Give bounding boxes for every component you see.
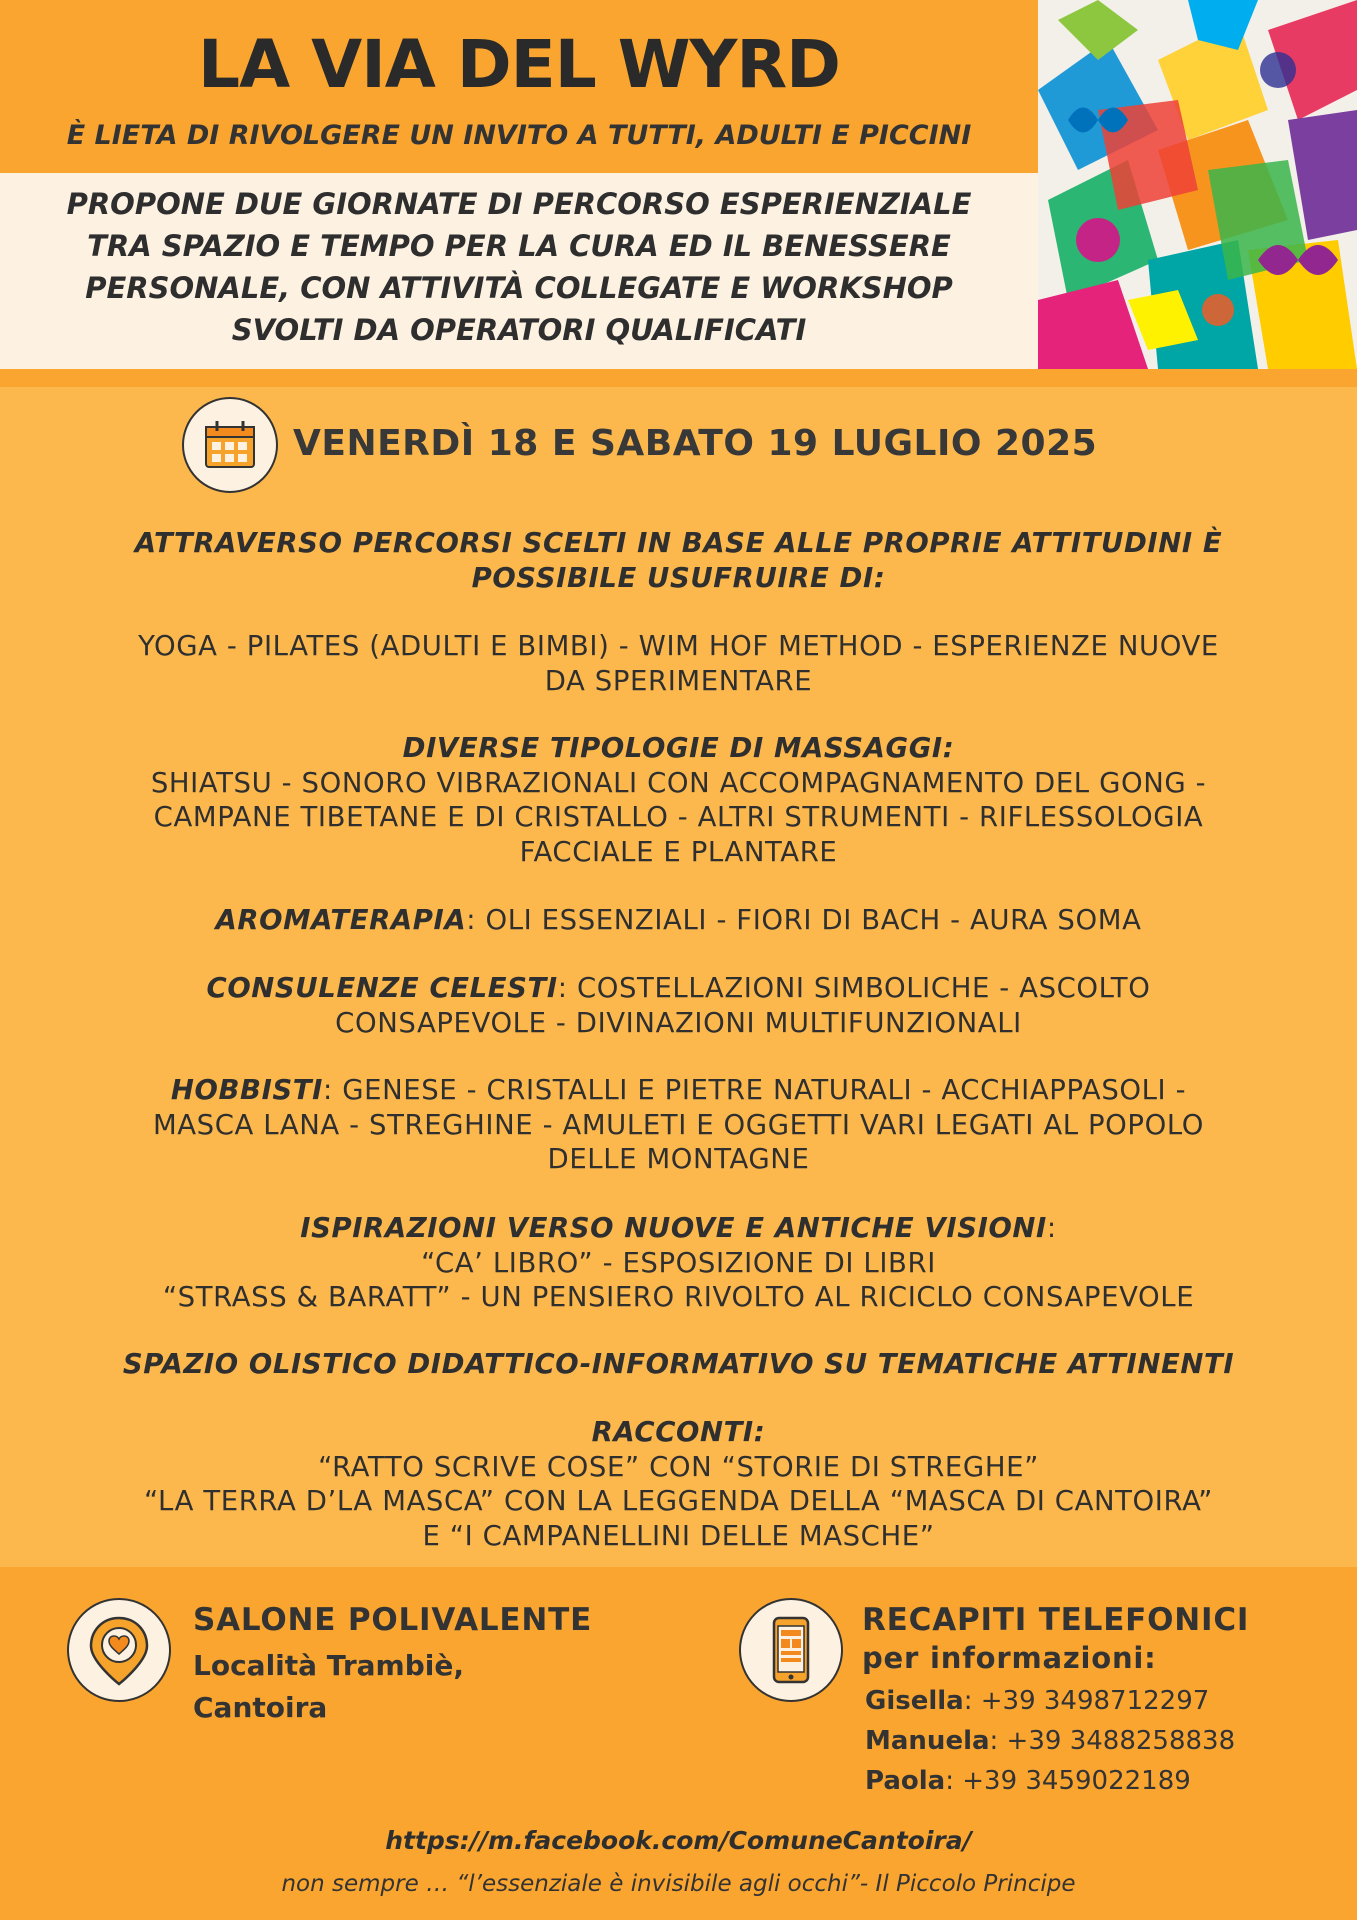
aromatherapy-label: AROMATERAPIA bbox=[215, 904, 467, 936]
massages-line: SHIATSU - SONORO VIBRAZIONALI CON ACCOMPAGNAMENTO DEL GONG - bbox=[150, 766, 1207, 799]
closing-quote: non sempre … “l’essenziale è invisibile agli occhi”- Il Piccolo Principe bbox=[281, 1871, 1076, 1897]
contact-phone[interactable]: : +39 3498712297 bbox=[963, 1686, 1210, 1716]
consulenze-line: CONSAPEVOLE - DIVINAZIONI MULTIFUNZIONALI bbox=[335, 1006, 1022, 1039]
program-intro-line: POSSIBILE USUFRUIRE DI: bbox=[471, 561, 886, 594]
hobbisti-line: MASCA LANA - STREGHINE - AMULETI E OGGETTI VARI LEGATI AL POPOLO bbox=[152, 1108, 1205, 1141]
facebook-link[interactable]: https://m.facebook.com/ComuneCantoira/ bbox=[385, 1826, 972, 1855]
event-dates: VENERDÌ 18 E SABATO 19 LUGLIO 2025 bbox=[293, 423, 1098, 464]
contact-gisella bbox=[865, 1686, 1209, 1716]
colorful-butterfly-artwork bbox=[1038, 0, 1357, 369]
intro-line: SVOLTI DA OPERATORI QUALIFICATI bbox=[231, 313, 807, 347]
racconti-section bbox=[60, 1415, 1297, 1553]
racconti-heading: RACCONTI: bbox=[591, 1416, 766, 1448]
hobbisti-line: DELLE MONTAGNE bbox=[547, 1143, 810, 1175]
smartphone-icon bbox=[739, 1598, 843, 1702]
massages-line: FACCIALE E PLANTARE bbox=[519, 835, 838, 868]
consulenze-text: : COSTELLAZIONI SIMBOLICHE - ASCOLTO bbox=[557, 972, 1151, 1004]
massages-heading: DIVERSE TIPOLOGIE DI MASSAGGI: bbox=[402, 732, 955, 764]
contact-phone[interactable]: : +39 3488258838 bbox=[989, 1726, 1236, 1756]
intro-line: PROPONE DUE GIORNATE DI PERCORSO ESPERIENZIALE bbox=[66, 187, 972, 221]
program-intro bbox=[60, 526, 1297, 595]
consulenze-label: CONSULENZE CELESTI bbox=[206, 972, 558, 1004]
activities-list bbox=[60, 629, 1297, 698]
venue-address-line: Località Trambiè, bbox=[193, 1649, 464, 1682]
contact-phone[interactable]: : +39 3459022189 bbox=[945, 1766, 1191, 1796]
racconti-line: E “I CAMPANELLINI DELLE MASCHE” bbox=[422, 1519, 935, 1552]
intro-line: PERSONALE, CON ATTIVITÀ COLLEGATE E WORKSHOP bbox=[85, 271, 953, 305]
program-intro-line: ATTRAVERSO PERCORSI SCELTI IN BASE ALLE PROPRIE ATTITUDINI È bbox=[134, 527, 1223, 559]
aromatherapy-section bbox=[60, 903, 1297, 938]
hobbisti-section bbox=[60, 1073, 1297, 1177]
contact-name: Gisella bbox=[865, 1686, 964, 1716]
intro-line: TRA SPAZIO E TEMPO PER LA CURA ED IL BENESSERE bbox=[87, 229, 951, 263]
header-divider bbox=[0, 369, 1357, 387]
location-heart-icon bbox=[67, 1598, 171, 1702]
activities-line: YOGA - PILATES (ADULTI E BIMBI) - WIM HOF METHOD - ESPERIENZE NUOVE bbox=[138, 630, 1219, 662]
ispirazioni-label: ISPIRAZIONI VERSO NUOVE E ANTICHE VISIONI bbox=[300, 1212, 1047, 1244]
ispirazioni-section bbox=[60, 1211, 1297, 1315]
consulenze-section bbox=[60, 971, 1297, 1040]
spazio-olistico: SPAZIO OLISTICO DIDATTICO-INFORMATIVO SU TEMATICHE ATTINENTI bbox=[122, 1348, 1235, 1380]
contact-name: Manuela bbox=[865, 1726, 990, 1756]
activities-line: DA SPERIMENTARE bbox=[544, 664, 813, 697]
aromatherapy-text: : OLI ESSENZIALI - FIORI DI BACH - AURA SOMA bbox=[466, 904, 1142, 936]
venue-address-line: Cantoira bbox=[193, 1691, 328, 1724]
racconti-line: “LA TERRA D’LA MASCA” CON LA LEGGENDA DELLA “MASCA DI CANTOIRA” bbox=[144, 1485, 1213, 1517]
hobbisti-label: HOBBISTI bbox=[170, 1074, 324, 1106]
massages-section bbox=[60, 731, 1297, 869]
venue-address bbox=[193, 1645, 464, 1729]
calendar-icon bbox=[182, 397, 278, 493]
event-title: LA VIA DEL WYRD bbox=[198, 26, 840, 103]
ispirazioni-line: “STRASS & BARATT” - UN PENSIERO RIVOLTO AL RICICLO CONSAPEVOLE bbox=[162, 1281, 1195, 1313]
contacts-heading: RECAPITI TELEFONICI bbox=[862, 1602, 1250, 1638]
contacts-subheading: per informazioni: bbox=[862, 1641, 1157, 1675]
event-subtitle: È LIETA DI RIVOLGERE UN INVITO A TUTTI, ADULTI E PICCINI bbox=[66, 120, 972, 151]
contact-paola bbox=[865, 1766, 1191, 1796]
hobbisti-text: : GENESE - CRISTALLI E PIETRE NATURALI - ACCHIAPPASOLI - bbox=[323, 1074, 1187, 1106]
ispirazioni-colon: : bbox=[1046, 1212, 1057, 1244]
massages-line: CAMPANE TIBETANE E DI CRISTALLO - ALTRI STRUMENTI - RIFLESSOLOGIA bbox=[153, 801, 1204, 833]
contact-name: Paola bbox=[865, 1766, 946, 1796]
racconti-line: “RATTO SCRIVE COSE” CON “STORIE DI STREGHE” bbox=[318, 1450, 1039, 1483]
intro-text bbox=[40, 183, 998, 351]
ispirazioni-line: “CA’ LIBRO” - ESPOSIZIONE DI LIBRI bbox=[421, 1246, 936, 1279]
contact-manuela bbox=[865, 1726, 1235, 1756]
venue-heading: SALONE POLIVALENTE bbox=[193, 1602, 593, 1638]
